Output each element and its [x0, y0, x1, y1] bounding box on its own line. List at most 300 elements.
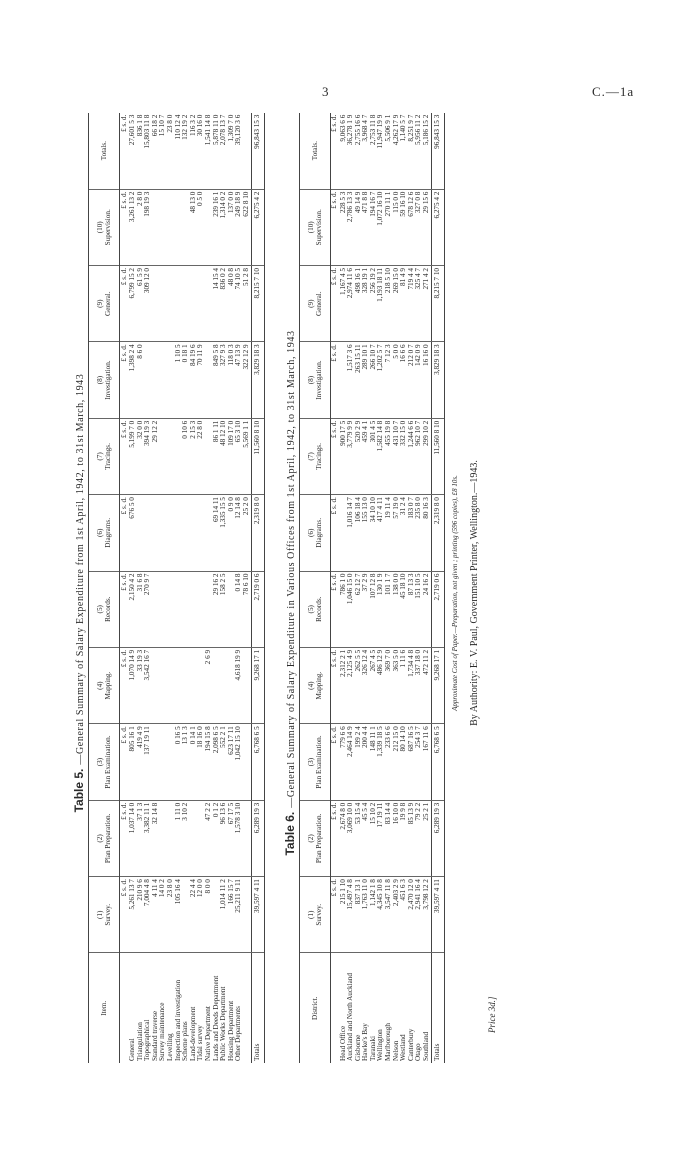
t6-cell: 900 17 5 — [340, 418, 348, 494]
t5-cell: 61 5 9 — [137, 265, 145, 341]
t6-cell: 5,956 11 2 — [415, 113, 423, 189]
t6-header-name: Survey. — [314, 903, 323, 926]
t5-cell: 105 16 4 — [175, 877, 183, 953]
t6-cell: 1,517 3 6 — [347, 342, 355, 418]
t5-cell: 29 16 2 — [213, 571, 221, 647]
t5-cell — [175, 571, 183, 647]
t5-cell — [159, 418, 167, 494]
t6-cell: 325 4 7 — [415, 265, 423, 341]
rotated-sheet — [70, 113, 640, 1073]
t5-cell: 84 19 6 — [190, 342, 198, 418]
t5-cell: 2 6 9 — [205, 647, 213, 723]
t6-cell: 472 11 2 — [423, 647, 431, 723]
t6-unit-cell: £ s. d. — [330, 647, 340, 723]
t6-header-name: Plan Preparation. — [314, 813, 323, 864]
t5-cell — [159, 495, 167, 571]
t5-cell: 210 9 6 — [137, 877, 145, 953]
t5-cell: 552 2 1 — [220, 724, 228, 800]
t5-cell: 1 10 5 — [175, 342, 183, 418]
t6-cell: 269 15 0 — [393, 265, 401, 341]
table-row — [159, 113, 167, 1063]
t6-cell: 4,262 17 9 — [393, 113, 401, 189]
t6-cell: 2,755 16 6 — [355, 113, 363, 189]
t6-header-num: (9) — [306, 299, 315, 308]
t5-cell — [182, 571, 190, 647]
t6-header-name: Tracings. — [314, 443, 323, 470]
table5-label: Table 5. — [72, 768, 86, 813]
t5-header-num: (7) — [96, 452, 104, 461]
t5-header-col — [89, 342, 120, 418]
t6-cell: 363 5 0 — [393, 647, 401, 723]
t5-cell: 0 10 6 — [182, 418, 190, 494]
t6-cell: 1,763 11 0 — [362, 877, 370, 953]
t5-cell — [159, 800, 167, 876]
t5-cell: 5,569 1 1 — [243, 418, 251, 494]
t5-cell: 3,542 16 7 — [144, 647, 152, 723]
t6-row-label: Marlborough — [384, 1023, 393, 1061]
t6-cell: 267 4 5 — [370, 647, 378, 723]
t5-cell: 676 5 0 — [129, 495, 137, 571]
t6-row-label: Canterbury — [406, 1028, 415, 1061]
t6-cell: 1,582 14 8 — [377, 418, 385, 494]
t5-cell — [182, 647, 190, 723]
t6-cell: 327 0 8 — [415, 189, 423, 265]
t6-cell: 520 2 9 — [355, 418, 363, 494]
t6-header-num: (8) — [306, 375, 315, 385]
t6-cell: 2,312 2 1 — [340, 647, 348, 723]
t6-header-num: (2) — [306, 834, 315, 843]
t5-cell — [159, 571, 167, 647]
t6-cell: 101 1 7 — [385, 571, 393, 647]
t5-total-cell: 6,289 19 3 — [251, 800, 264, 876]
t5-unit-cell: £ s. d. — [120, 495, 130, 571]
t5-cell: 15,803 11 8 — [144, 113, 152, 189]
t6-cell: 2,403 2 9 — [393, 877, 401, 953]
t6-cell: 2,786 13 3 — [347, 189, 355, 265]
t6-cell: 167 11 6 — [423, 724, 431, 800]
t6-cell: 2,974 11 6 — [347, 265, 355, 341]
t5-cell: 14 15 4 — [213, 265, 221, 341]
t5-cell: 8 6 0 — [137, 342, 145, 418]
t6-totals-label: Totals — [431, 953, 444, 1063]
t6-header-col — [299, 571, 330, 647]
t6-cell: 678 12 6 — [408, 189, 416, 265]
t6-cell: 218 5 10 — [385, 265, 393, 341]
t5-cell — [243, 724, 251, 800]
t5-cell: 25 2 0 — [243, 495, 251, 571]
t6-header-num: (4) — [306, 681, 315, 690]
t6-row-label: Wellington — [376, 1029, 385, 1061]
t6-row-label: Gisborne — [353, 1034, 362, 1061]
t5-cell — [190, 647, 198, 723]
t6-header-col — [299, 418, 330, 494]
t6-cell: 16 6 6 — [400, 342, 408, 418]
t5-cell — [159, 189, 167, 265]
t5-cell: 158 2 5 — [220, 571, 228, 647]
t5-row-label: Public Works Department — [219, 986, 228, 1061]
t5-total-cell: 9,268 17 1 — [251, 647, 264, 723]
t6-cell: 155 13 0 — [362, 495, 370, 571]
t5-row-label: Inspection and investigation — [173, 979, 182, 1061]
t6-row-label: Southland — [422, 1031, 431, 1061]
t5-cell: 132 19 2 — [182, 113, 190, 189]
t6-cell: 1,339 18 5 — [377, 724, 385, 800]
t6-cell: 1,140 5 7 — [400, 113, 408, 189]
t6-cell: 417 4 11 — [377, 495, 385, 571]
t5-cell — [175, 265, 183, 341]
t5-cell: 4,618 19 9 — [235, 647, 243, 723]
table6-title — [281, 113, 299, 1073]
t6-cell: 4,345 10 8 — [377, 877, 385, 953]
t6-total-cell: 6,275 4 2 — [431, 189, 444, 265]
t5-header-num: (6) — [96, 528, 104, 538]
t5-header-col — [89, 189, 120, 265]
t5-cell: 25,211 9 11 — [235, 877, 243, 953]
t6-cell: 212 0 7 — [408, 342, 416, 418]
t5-cell: 166 15 7 — [228, 877, 236, 953]
t6-cell: 199 2 4 — [355, 724, 363, 800]
t6-totals-row — [431, 113, 444, 1063]
t5-cell — [152, 495, 160, 571]
t6-cell: 328 19 1 — [362, 265, 370, 341]
t5-cell: 309 12 0 — [144, 265, 152, 341]
t6-row-label: Otago — [414, 1043, 423, 1061]
t5-row-label: Survey maintenance — [158, 1002, 167, 1061]
t6-total-cell: 8,215 7 10 — [431, 265, 444, 341]
t6-cell: 31 2 4 — [400, 495, 408, 571]
t6-row-label: Taranaki — [368, 1035, 377, 1061]
table6-label: Table 6. — [282, 811, 297, 856]
t5-cell: 6,799 15 2 — [129, 265, 137, 341]
t5-cell: 3,261 13 2 — [129, 189, 137, 265]
t6-cell: 9,063 6 6 — [340, 113, 348, 189]
t5-cell — [152, 265, 160, 341]
t5-unit-cell: £ s. d. — [120, 265, 130, 341]
t5-cell: 849 5 8 — [213, 342, 221, 418]
t5-cell — [197, 495, 205, 571]
t6-total-cell: 96,843 15 3 — [431, 113, 444, 189]
t5-cell: 419 4 9 — [137, 724, 145, 800]
t5-header-name: Totals. — [100, 141, 108, 161]
t5-cell: 27,601 5 3 — [129, 113, 137, 189]
t5-cell: 116 3 2 — [190, 113, 198, 189]
table-row — [152, 113, 160, 1063]
t6-cell: 1,072 16 10 — [377, 189, 385, 265]
table-row — [182, 113, 190, 1063]
t5-cell: 1,309 7 0 — [228, 113, 236, 189]
t5-cell: 194 15 8 — [205, 724, 213, 800]
t5-cell — [182, 265, 190, 341]
t5-cell: 12 14 8 — [235, 495, 243, 571]
t5-cell: 12 0 0 — [197, 877, 205, 953]
t5-total-cell: 2,719 0 6 — [251, 571, 264, 647]
t5-cell: 1,578 3 10 — [235, 800, 243, 876]
t5-cell — [197, 571, 205, 647]
table-row — [220, 113, 228, 1063]
t5-cell — [243, 113, 251, 189]
t5-unit-cell: £ s. d. — [120, 342, 130, 418]
t5-header-col — [89, 265, 120, 341]
t6-cell: 1 11 6 — [400, 647, 408, 723]
t6-cell: 57 19 0 — [393, 495, 401, 571]
t6-cell: 142 0 9 — [415, 342, 423, 418]
t6-cell: 3,968 4 7 — [362, 113, 370, 189]
t6-cell: 3,069 10 0 — [347, 800, 355, 876]
t5-cell: 1,398 2 4 — [129, 342, 137, 418]
t6-cell: 130 1 9 — [377, 571, 385, 647]
t6-cell: 83 14 4 — [385, 800, 393, 876]
t5-cell: 0 14 8 — [235, 571, 243, 647]
table5-title — [70, 113, 88, 1073]
t6-cell: 301 4 5 — [370, 418, 378, 494]
t5-cell — [159, 342, 167, 418]
t5-header-num: (4) — [96, 681, 104, 690]
t6-cell: 1,244 6 6 — [408, 418, 416, 494]
t6-header-col — [299, 113, 330, 189]
t5-cell: 0 1 2 — [213, 800, 221, 876]
t6-header-col — [299, 189, 330, 265]
t5-cell: 1,541 14 8 — [205, 113, 213, 189]
t6-cell: 151 10 5 — [415, 571, 423, 647]
t6-cell: 687 16 5 — [408, 724, 416, 800]
t5-cell: 836 1 8 — [137, 113, 145, 189]
t6-cell: 1,202 5 7 — [377, 342, 385, 418]
t5-cell: 327 9 3 — [220, 342, 228, 418]
t6-cell: 262 5 5 — [355, 647, 363, 723]
t5-cell: 110 12 4 — [175, 113, 183, 189]
paper-cost-note: Approximate Cost of Paper.—Preparation, not given ; printing (596 copies), £8 10s. — [450, 475, 459, 711]
t5-cell: 1,335 15 5 — [220, 495, 228, 571]
t6-cell: 299 10 2 — [423, 418, 431, 494]
t5-cell: 29 12 2 — [152, 418, 160, 494]
t5-cell: 23 8 0 — [167, 877, 175, 953]
t6-cell: 19 11 4 — [385, 495, 393, 571]
t5-total-cell: 3,829 18 3 — [251, 342, 264, 418]
t6-cell: 79 2 2 — [415, 800, 423, 876]
t5-cell — [152, 647, 160, 723]
t5-cell: 74 10 5 — [235, 265, 243, 341]
t5-cell: 67 17 5 — [228, 800, 236, 876]
t6-cell: 212 15 0 — [393, 724, 401, 800]
t6-header-col — [299, 342, 330, 418]
t5-cell: 270 9 7 — [144, 571, 152, 647]
t5-header-col — [89, 495, 120, 571]
t5-cell: 137 19 11 — [144, 724, 152, 800]
t5-cell: 0 14 1 — [190, 724, 198, 800]
t5-cell: 2,078 13 7 — [220, 113, 228, 189]
document-reference: C.—1a — [592, 84, 635, 99]
t5-header-num: (3) — [96, 757, 104, 767]
t5-unit-cell: £ s. d. — [120, 647, 130, 723]
t5-cell: 37 1 3 — [137, 800, 145, 876]
t6-header-col — [299, 800, 330, 876]
t6-cell: 719 4 4 — [408, 265, 416, 341]
t5-header-name: Mapping. — [104, 671, 112, 700]
t6-total-cell: 9,268 17 1 — [431, 647, 444, 723]
t5-cell: 8 0 0 — [205, 877, 213, 953]
t6-cell: 5 0 0 — [393, 342, 401, 418]
t5-cell: 69 14 11 — [213, 495, 221, 571]
t6-cell: 138 0 0 — [393, 571, 401, 647]
t5-cell — [152, 189, 160, 265]
t6-header-col — [299, 724, 330, 800]
t6-cell: 271 4 2 — [423, 265, 431, 341]
printer-authority: By Authority: E. V. Paul, Government Printer, Wellington.—1943. — [468, 460, 480, 726]
t6-cell: 11,947 19 9 — [377, 113, 385, 189]
t6-cell: 2,753 11 8 — [370, 113, 378, 189]
t5-cell: 48 12 10 — [220, 418, 228, 494]
t6-unit-cell: £ s. d. — [330, 724, 340, 800]
t6-cell: 2,941 16 4 — [415, 877, 423, 953]
t5-cell — [243, 877, 251, 953]
t6-total-cell: 3,829 18 3 — [431, 342, 444, 418]
t6-cell: 15 10 2 — [370, 800, 378, 876]
t5-unit-cell: £ s. d. — [120, 877, 130, 953]
t5-cell: 15 10 7 — [159, 113, 167, 189]
t6-cell: 183 0 7 — [408, 495, 416, 571]
t6-cell: 962 10 7 — [415, 418, 423, 494]
t6-cell: 326 12 4 — [362, 647, 370, 723]
t5-total-cell: 11,560 8 10 — [251, 418, 264, 494]
t5-cell: 1,037 14 0 — [129, 800, 137, 876]
t6-cell: 228 5 3 — [340, 189, 348, 265]
t5-header-num: (8) — [96, 375, 104, 385]
t5-cell — [137, 495, 145, 571]
t5-cell — [152, 571, 160, 647]
t5-cell: 30 16 0 — [197, 113, 205, 189]
t5-cell: 805 16 1 — [129, 724, 137, 800]
price: Price 3d.] — [486, 996, 497, 1033]
t5-unit-cell: £ s. d. — [120, 418, 130, 494]
t5-cell: 5,199 7 0 — [129, 418, 137, 494]
t6-cell: 49 14 9 — [355, 189, 363, 265]
t5-header-name: Plan Preparation. — [104, 813, 112, 864]
t5-cell: 33 19 3 — [137, 647, 145, 723]
t5-cell: 249 18 9 — [235, 189, 243, 265]
t6-header-col — [299, 877, 330, 953]
t5-cell: 23 8 0 — [167, 113, 175, 189]
t5-header-num: (9) — [96, 299, 104, 308]
t5-header-num: (10) — [96, 221, 104, 234]
t6-cell: 148 11 1 — [370, 724, 378, 800]
t5-cell: 3,382 11 1 — [144, 800, 152, 876]
t5-header-name: Tracings. — [104, 443, 112, 470]
t5-cell — [182, 495, 190, 571]
t6-header-col — [299, 265, 330, 341]
t6-cell: 87 13 3 — [408, 571, 416, 647]
t5-header-name: General. — [104, 291, 112, 316]
t6-cell: 1,142 1 8 — [370, 877, 378, 953]
t5-row-label: Native Department — [203, 1006, 212, 1061]
t5-cell: 32 0 0 — [137, 418, 145, 494]
t6-cell: 486 12 9 — [377, 647, 385, 723]
t6-cell: 837 13 1 — [355, 877, 363, 953]
t6-cell: 200 4 4 — [362, 724, 370, 800]
t5-total-cell: 96,843 15 3 — [251, 113, 264, 189]
t5-cell: 322 12 9 — [243, 342, 251, 418]
t5-unit-cell: £ s. d. — [120, 571, 130, 647]
t6-cell: 431 10 7 — [393, 418, 401, 494]
t5-cell — [167, 647, 175, 723]
t5-cell — [213, 647, 221, 723]
t6-cell: 25 2 1 — [423, 800, 431, 876]
t5-cell: 1 11 0 — [175, 800, 183, 876]
t6-cell: 235 8 0 — [415, 495, 423, 571]
t6-cell: 45 5 4 — [362, 800, 370, 876]
table5-title-text: —General Summary of Salary Expenditure from 1st April, 1942, to 31st March, 1943 — [75, 373, 86, 765]
t5-cell: 5,878 11 0 — [213, 113, 221, 189]
t5-cell — [144, 495, 152, 571]
t6-unit-cell: £ s. d. — [330, 877, 340, 953]
t5-cell: 48 13 0 — [190, 189, 198, 265]
t5-total-cell: 6,768 6 5 — [251, 724, 264, 800]
t5-cell: 1,314 0 2 — [220, 189, 228, 265]
t6-cell: 270 11 1 — [385, 189, 393, 265]
t5-totals-label: Totals — [251, 953, 264, 1063]
t6-header-name: Records. — [314, 596, 323, 622]
t6-cell: 29 15 6 — [423, 189, 431, 265]
t6-cell: 59 16 10 — [400, 189, 408, 265]
t5-cell: 109 17 0 — [228, 418, 236, 494]
t5-cell — [175, 495, 183, 571]
t6-cell: 115 0 0 — [393, 189, 401, 265]
t6-cell: 2,674 8 0 — [340, 800, 348, 876]
t6-row-label: Hawke's Bay — [361, 1023, 370, 1061]
table6 — [299, 113, 445, 1063]
t6-cell: 263 15 11 — [355, 342, 363, 418]
t5-row-label: Triangulation — [135, 1022, 144, 1061]
t6-cell: 17 19 11 — [377, 800, 385, 876]
t6-row-label: Auckland and North Auckland — [346, 972, 355, 1061]
t6-cell: 24 16 2 — [423, 571, 431, 647]
t6-cell: 36,278 1 9 — [347, 113, 355, 189]
t5-row-label — [243, 953, 251, 1063]
t5-cell: 13 1 3 — [182, 724, 190, 800]
t5-cell: 39,120 3 6 — [235, 113, 243, 189]
t5-row-label: Standard traverse — [150, 1010, 159, 1061]
t5-cell: 2,150 4 2 — [129, 571, 137, 647]
t6-unit-cell: £ s. d. — [330, 495, 340, 571]
t6-header-name: Diagrams. — [314, 517, 323, 548]
t5-cell: 198 19 3 — [144, 189, 152, 265]
t6-cell: 2,464 14 9 — [347, 724, 355, 800]
t5-cell — [159, 724, 167, 800]
t5-cell: 137 0 0 — [228, 189, 236, 265]
t5-header-col — [89, 113, 120, 189]
t6-cell: 15,497 4 8 — [347, 877, 355, 953]
t6-total-cell: 6,289 19 3 — [431, 800, 444, 876]
t6-cell: 266 10 7 — [370, 342, 378, 418]
t6-cell: 254 3 7 — [415, 724, 423, 800]
t6-header-name: Supervision. — [314, 209, 323, 246]
table-row — [423, 113, 431, 1063]
t6-cell: 5,186 15 2 — [423, 113, 431, 189]
t6-cell: 459 4 1 — [362, 418, 370, 494]
t5-row-label: Levelling — [165, 1033, 174, 1061]
t5-cell: 623 17 11 — [228, 724, 236, 800]
t6-cell: 451 6 3 — [400, 877, 408, 953]
t5-cell: 0 9 0 — [228, 495, 236, 571]
t6-unit-cell: £ s. d. — [330, 418, 340, 494]
t6-header-name: Investigation. — [314, 360, 323, 400]
t5-cell — [144, 342, 152, 418]
t5-cell — [175, 189, 183, 265]
t5-row-label: Scheme plans — [181, 1021, 190, 1061]
t6-cell: 85 13 9 — [408, 800, 416, 876]
t6-header-name: Mapping. — [314, 671, 323, 700]
t5-cell: 65 3 10 — [235, 418, 243, 494]
t5-unit-cell: £ s. d. — [120, 189, 130, 265]
